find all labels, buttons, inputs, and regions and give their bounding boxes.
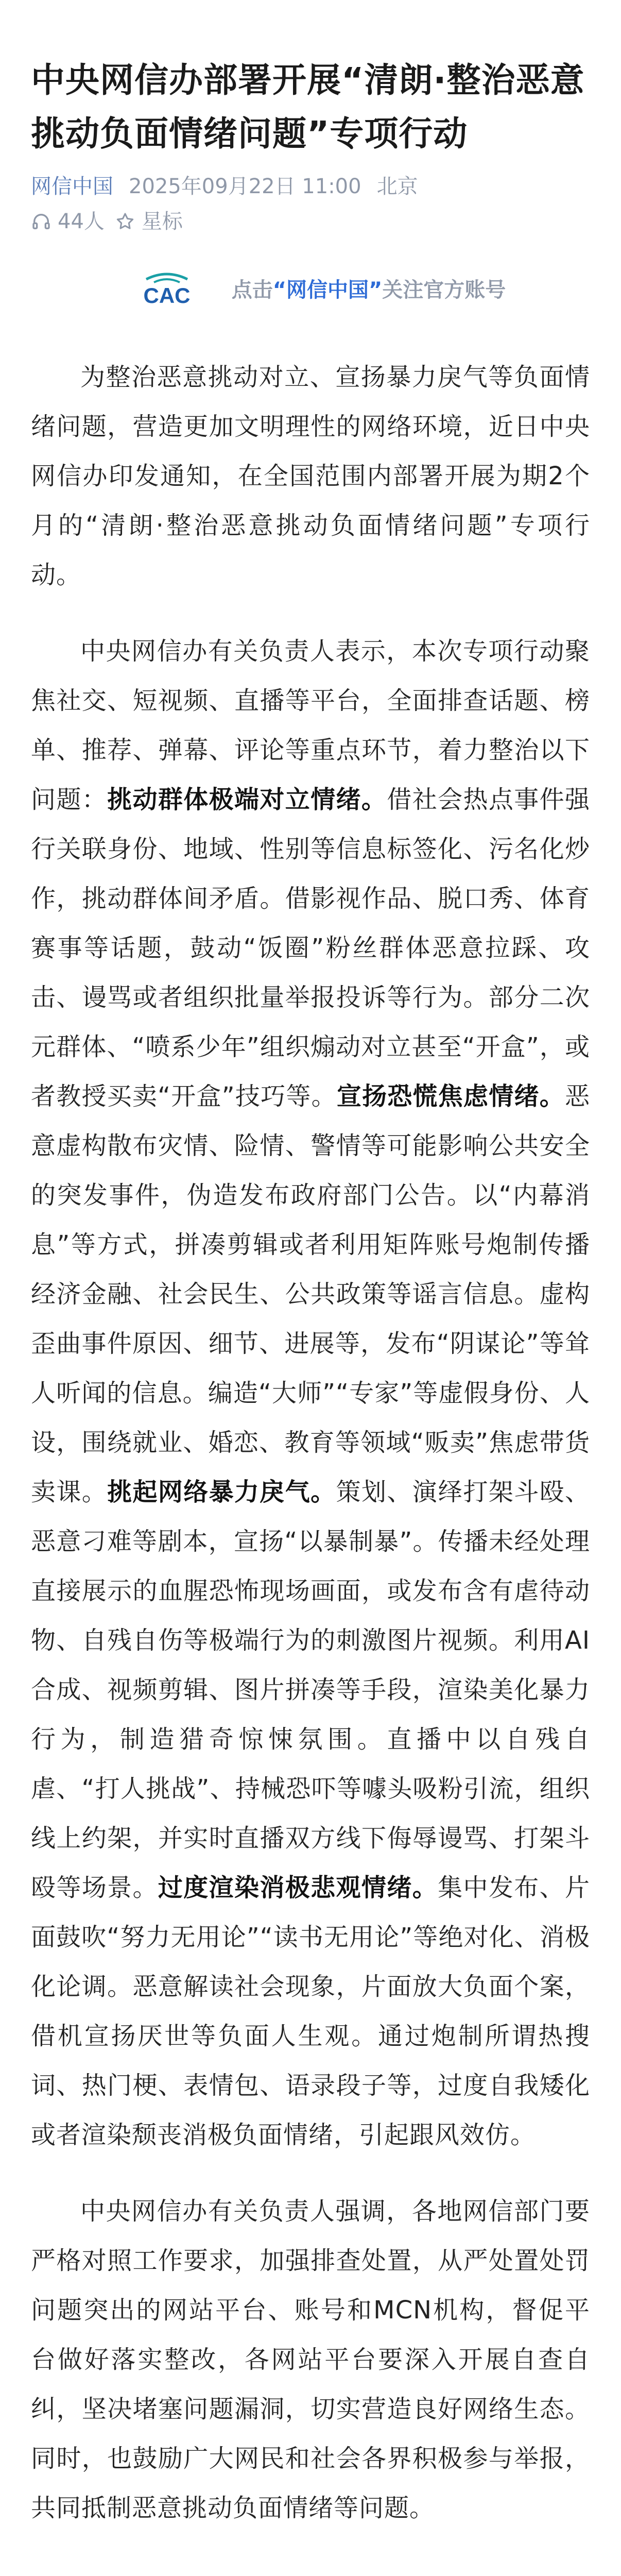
source-account-link[interactable]: 网信中国: [31, 175, 113, 198]
article-title: 中央网信办部署开展“清朗·整治恶意挑动负面情绪问题”专项行动: [31, 60, 585, 154]
paragraph-2: 中央网信办有关负责人表示，本次专项行动聚焦社交、短视频、直播等平台，全面排查话题、榜单、推荐、弹幕、评论等重点环节，着力整治以下问题：挑动群体极端对立情绪。借社会热点事件强行关联身份、地域、性别等信息标签化、污名化炒作，挑动群体间矛盾。借影视作品、脱口秀、体育赛事等话题，鼓动“饭圈”粉丝群体恶意拉踩、攻击、谩骂或者组织批量举报投诉等行为。部分二次元群体、“喷系少年”组织煽动对立甚至“开盒”，或者教授买卖“开盒”技巧等。宣扬恐慌焦虑情绪。恶意虚构散布灾情、险情、警情等可能影响公共安全的突发事件，伪造发布政府部门公告。以“内幕消息”等方式，拼凑剪辑或者利用矩阵账号炮制传播经济金融、社会民生、公共政策等谣言信息。虚构歪曲事件原因、细节、进展等，发布“阴谋论”等耸人听闻的信息。编造“大师”“专家”等虚假身份、人设，围绕就业、婚恋、教育等领域“贩卖”焦虑带货卖课。挑起网络暴力戾气。策划、演绎打架斗殴、恶意刁难等剧本，宣扬“以暴制暴”。传播未经处理直接展示的血腥恐怖现场画面，或发布含有虐待动物、自残自伤等极端行为的刺激图片视频。利用AI合成、视频剪辑、图片拼凑等手段，渲染美化暴力行为，制造猎奇惊悚氛围。直播中以自残自虐、“打人挑战”、持械恐吓等噱头吸粉引流，组织线上约架，并实时直播双方线下侮辱谩骂、打架斗殴等场景。过度渲染消极悲观情绪。集中发布、片面鼓吹“努力无用论”“读书无用论”等绝对化、消极化论调。恶意解读社会现象，片面放大负面个案，借机宣扬厌世等负面人生观。通过炮制所谓热搜词、热门梗、表情包、语录段子等，过度自我矮化或者渲染颓丧消极负面情绪，引起跟风效仿。: [31, 637, 590, 2149]
key-point-2: 宣扬恐慌焦虑情绪。: [336, 1082, 565, 1111]
star-outline-icon: [115, 211, 135, 232]
paragraph-3: 中央网信办有关负责人强调，各地网信部门要严格对照工作要求，加强排查处置，从严处置处罚问题突出的网站平台、账号和MCN机构，督促平台做好落实整改，各网站平台要深入开展自查自纠，坚决堵塞问题漏洞，切实营造良好网络生态。同时，也鼓励广大网民和社会各界积极参与举报，共同抵制恶意挑动负面情绪等问题。: [31, 2197, 590, 2522]
follow-banner[interactable]: [89, 265, 532, 311]
article-meta: [31, 172, 590, 201]
follow-banner-text: 点击“网信中国”关注官方账号: [231, 278, 506, 302]
logo-text: CAC: [143, 283, 191, 306]
publish-datetime: 2025年09月22日 11:00: [129, 175, 361, 198]
listen-count-value: 44人: [58, 210, 105, 233]
paragraph-1: 为整治恶意挑动对立、宣扬暴力戾气等负面情绪问题，营造更加文明理性的网络环境，近日中央网信办印发通知，在全国范围内部署开展为期2个月的“清朗·整治恶意挑动负面情绪问题”专项行动。: [31, 363, 590, 589]
key-point-1: 挑动群体极端对立情绪。: [107, 785, 387, 814]
article-stats: [31, 207, 590, 236]
article-body: [31, 352, 590, 2533]
cac-logo: [115, 270, 218, 306]
headphones-icon: [31, 211, 51, 232]
star-label: 星标: [141, 210, 183, 233]
star-button[interactable]: [115, 207, 183, 236]
publish-location: 北京: [376, 175, 418, 198]
key-point-3: 挑起网络暴力戾气。: [107, 1478, 336, 1506]
listen-count[interactable]: [31, 207, 105, 236]
key-point-4: 过度渲染消极悲观情绪。: [158, 1873, 438, 1902]
